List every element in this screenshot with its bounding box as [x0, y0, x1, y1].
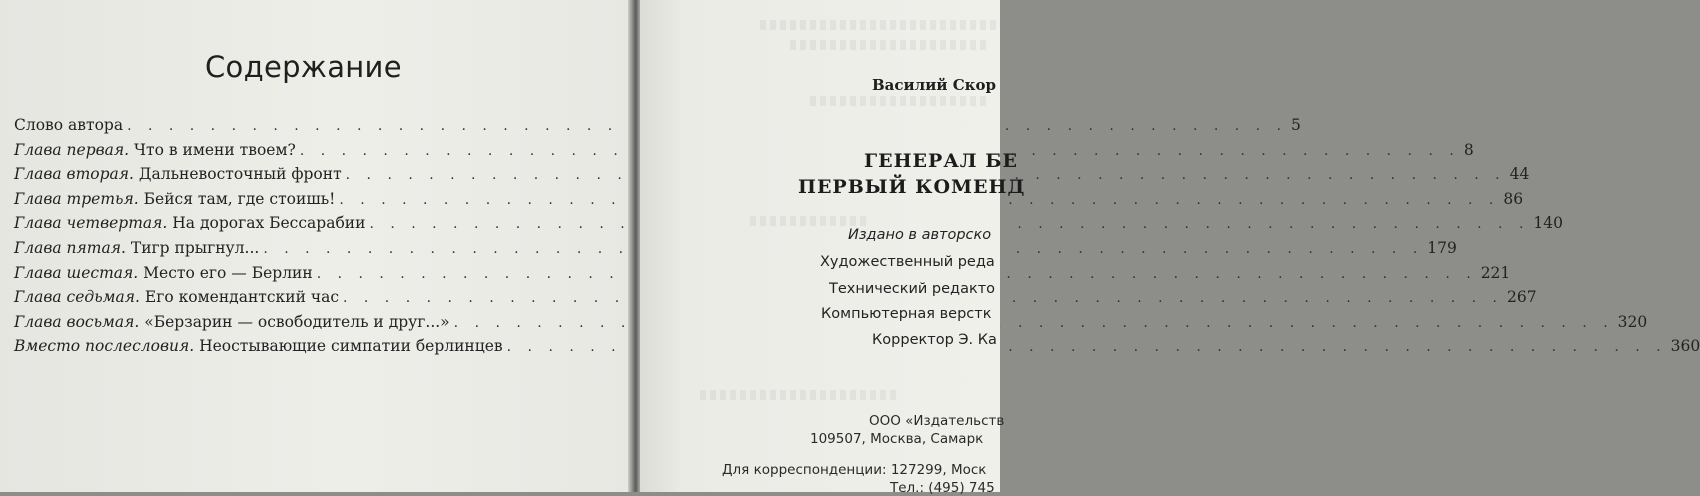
toc-entry-text [14, 313, 450, 331]
toc-entry-title: Неостывающие симпатии берлинцев [199, 337, 503, 356]
right-page [640, 0, 1026, 496]
toc-entry-title: «Берзарин — освободитель и друг...» [144, 312, 450, 331]
credit-line: Компьютерная верстк [821, 306, 992, 322]
toc-page-number: 86 [1503, 189, 1524, 208]
toc-chapter-label: Глава восьмая. [14, 312, 140, 331]
toc-entry-title: Место его — Берлин [143, 263, 313, 282]
toc-page-number: 221 [1480, 263, 1511, 282]
publisher-line: Для корреспонденции: 127299, Моск [722, 462, 987, 478]
toc-page-number: 179 [1427, 238, 1457, 257]
toc-entry-text [14, 165, 342, 183]
toc-entry-text [14, 264, 313, 282]
show-through-text [760, 20, 1000, 30]
toc-page-number: 267 [1506, 288, 1537, 307]
toc-entry-text [14, 141, 296, 159]
toc-chapter-label: Глава шестая. [14, 263, 139, 282]
toc-entry-title: Тигр прыгнул... [130, 238, 260, 257]
toc-chapter-label: Глава вторая. [14, 165, 134, 184]
show-through-text [810, 96, 990, 106]
book-title-line-1: ГЕНЕРАЛ БЕ [864, 150, 1018, 172]
toc-chapter-label: Глава первая. [14, 140, 130, 159]
toc-chapter-label: Вместо послесловия. [14, 337, 195, 356]
credit-line: Художественный реда [820, 254, 995, 270]
toc-entry-title: Его комендантский час [144, 288, 339, 307]
toc-entry-title: Что в имени твоем? [134, 140, 296, 159]
toc-row [14, 189, 1524, 215]
credit-line: Издано в авторско [848, 227, 992, 243]
toc-page-number: 320 [1617, 312, 1648, 331]
toc-entry-title: Бейся там, где стоишь! [143, 189, 336, 208]
toc-row [14, 116, 1301, 141]
toc-chapter-label: Глава пятая. [14, 238, 126, 257]
show-through-text [790, 40, 990, 50]
toc-chapter-label: Глава седьмая. [14, 288, 140, 307]
toc-page-number: 44 [1509, 165, 1530, 184]
toc-entry-text [14, 288, 339, 306]
toc-chapter-label: Глава третья. [14, 189, 139, 208]
toc-entry-title: На дорогах Бессарабии [172, 214, 366, 233]
toc-page-number: 140 [1533, 214, 1564, 233]
toc-page-number: 5 [1291, 116, 1301, 134]
toc-page-number: 360 [1670, 337, 1700, 356]
show-through-text [750, 216, 870, 226]
toc-page-number: 8 [1463, 140, 1474, 159]
credit-line: Корректор Э. Ка [872, 332, 997, 348]
author-name: Василий Скор [872, 76, 996, 94]
toc-entry-title: Слово автора [14, 116, 124, 134]
credit-line: Технический редакто [829, 281, 996, 297]
toc-entry-text [14, 116, 123, 134]
toc-entry-text [14, 337, 503, 355]
toc-entry-title: Дальневосточный фронт [138, 165, 342, 184]
publisher-line: Тел.: (495) 745 [890, 480, 995, 496]
toc-chapter-label: Глава четвертая. [14, 214, 168, 233]
toc-entry-text [14, 239, 259, 257]
show-through-text [700, 390, 900, 400]
book-title-line-2: ПЕРВЫЙ КОМЕНД [798, 176, 1026, 198]
toc-entry-text [14, 214, 365, 232]
page-title: Содержание [205, 50, 402, 84]
publisher-line: 109507, Москва, Самарк [810, 431, 984, 447]
toc-entry-text [14, 190, 335, 208]
publisher-line: ООО «Издательств [869, 413, 1005, 429]
